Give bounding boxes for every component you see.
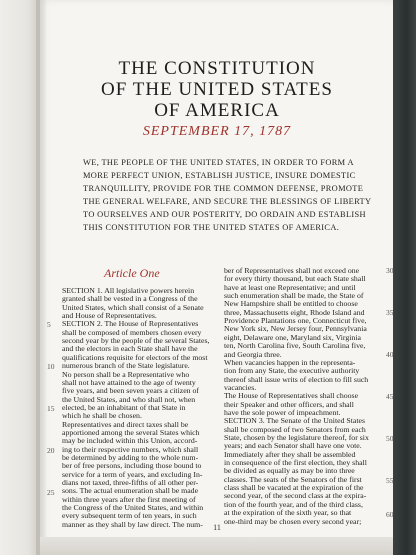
text-line: years; and each Senator shall have one vote. (224, 441, 362, 451)
text-line: which he shall be chosen. (62, 411, 142, 421)
text-line: State, chosen by the legislature thereof, for six (224, 433, 369, 442)
line-number: 40 (386, 350, 394, 359)
text-line: ber of Representatives shall not exceed one (224, 266, 360, 275)
title-line: OF THE UNITED STATES (101, 79, 333, 100)
text-line: manner as they shall by law direct. The num- (62, 519, 203, 529)
line-number: 10 (47, 362, 55, 371)
text-line: at the expiration of the sixth year, so that (224, 508, 352, 518)
text-line: SECTION 2. The House of Representatives (62, 319, 199, 329)
text-line: service for a term of years, and excluding In- (62, 469, 203, 479)
text-line: sons. The actual enumeration shall be made (62, 486, 199, 496)
text-line: United States, which shall consist of a Senate (62, 302, 204, 312)
text-line: tion of the fourth year, and of the third class, (224, 499, 363, 509)
text-line: New York six, New Jersey four, Pennsylvania (224, 324, 367, 334)
book-cover-edge (393, 0, 416, 555)
text-line: Providence Plantations one, Connecticut five, (224, 316, 367, 326)
title-line: THE CONSTITUTION (118, 58, 316, 79)
text-line: may be included within this Union, accord- (62, 436, 198, 446)
text-line: every subsequent term of ten years, in such (62, 511, 197, 521)
line-number: 15 (47, 404, 55, 413)
text-line: their Speaker and other officers, and shall (224, 399, 354, 409)
text-line: be determined by adding to the whole num- (62, 453, 199, 462)
text-line: New Hampshire shall be entitled to choose (224, 299, 358, 309)
text-line: have the sole power of impeachment. (224, 407, 341, 417)
text-line: eight, Delaware one, Maryland six, Virginia (224, 332, 361, 342)
text-line: such enumeration shall be made, the State of (224, 291, 364, 301)
text-line: vacancies. (224, 382, 257, 392)
document-date: SEPTEMBER 17, 1787 (142, 124, 292, 139)
text-line: dians not taxed, three-fifths of all other per- (62, 478, 199, 488)
text-line: When vacancies happen in the representa- (224, 357, 356, 367)
text-line: numerous branch of the State legislature. (62, 361, 190, 371)
article-heading: Article One (104, 266, 160, 280)
text-line: Representatives and direct taxes shall be (62, 419, 189, 429)
preamble-line: THIS CONSTITUTION FOR THE UNITED STATES OF AMERICA. (83, 223, 340, 232)
line-number: 35 (386, 308, 394, 317)
text-line: granted shall be vested in a Congress of the (62, 294, 198, 304)
preamble-line: WE, THE PEOPLE OF THE UNITED STATES, IN ORDER TO FORM A (83, 158, 354, 167)
text-line: elected, be an inhabitant of that State in (62, 402, 186, 412)
preamble-line: TRANQUILLITY, PROVIDE FOR THE COMMON DEFENSE, PROMOTE (83, 184, 364, 193)
line-number: 5 (47, 320, 51, 329)
text-line: SECTION 1. All legislative powers herein (62, 286, 195, 295)
text-line: and House of Representatives. (62, 311, 157, 321)
text-line: shall be composed of two Senators from each (224, 424, 366, 434)
text-line: class shall be vacated at the expiration of the (224, 483, 364, 493)
line-number: 30 (386, 266, 394, 275)
text-line: Immediately after they shall be assembled (224, 449, 356, 459)
text-line: five years, and been seven years a citizen of (62, 386, 200, 396)
line-number: 25 (47, 488, 55, 497)
text-line: thereof shall issue writs of election to fill such (224, 374, 369, 384)
text-line: tion from any State, the executive authority (224, 366, 360, 376)
page-number: 11 (213, 523, 221, 532)
text-line: No person shall be a Representative who (62, 369, 190, 379)
preamble-line: TO OURSELVES AND OUR POSTERITY, DO ORDAIN AND ESTABLISH (83, 210, 366, 219)
text-line: and the electors in each State shall have the (62, 344, 198, 354)
text-line: qualifications requisite for electors of the most (62, 352, 208, 362)
text-line: SECTION 3. The Senate of the United States (224, 416, 366, 426)
text-line: ber of free persons, including those bound to (62, 461, 202, 471)
line-number: 55 (386, 476, 394, 485)
text-line: in consequence of the first election, they shall (224, 458, 367, 468)
text-line: and Georgia three. (224, 349, 282, 359)
preamble-line: THE GENERAL WELFARE, AND SECURE THE BLESSINGS OF LIBERTY (83, 197, 372, 206)
text-line: shall not have attained to the age of twenty (62, 377, 196, 387)
text-line: classes. The seats of the Senators of the first (224, 474, 362, 484)
title-line: OF AMERICA (154, 100, 280, 121)
line-number: 60 (386, 510, 394, 519)
text-line: three, Massachusetts eight, Rhode Island and (224, 307, 365, 317)
preamble-line: MORE PERFECT UNION, ESTABLISH JUSTICE, INSURE DOMESTIC (83, 171, 356, 180)
text-line: shall be composed of members chosen every (62, 327, 202, 337)
text-line: ing to their respective numbers, which shall (62, 444, 199, 454)
line-number: 50 (386, 434, 394, 443)
page-stack-edge (40, 537, 394, 555)
text-line: The House of Representatives shall choose (224, 391, 359, 401)
text-line: second year by the people of the several States, (62, 336, 210, 346)
text-line: have at least one Representative; and until (224, 282, 356, 292)
text-line: one-third may be chosen every second year; (224, 516, 362, 526)
text-line: be divided as equally as may be into three (224, 466, 355, 476)
text-line: second year, of the second class at the expira- (224, 491, 367, 501)
text-line: the United States, and who shall not, when (62, 394, 196, 404)
left-page-edge (0, 0, 40, 555)
text-line: the Congress of the United States, and within (62, 503, 204, 513)
line-number: 20 (47, 446, 55, 455)
text-line: for every thirty thousand, but each State shall (224, 274, 366, 284)
text-line: within three years after the first meeting of (62, 494, 196, 504)
text-line: apportioned among the several States which (62, 427, 200, 437)
line-number: 45 (386, 392, 394, 401)
text-line: ten, North Carolina five, South Carolina five, (224, 341, 366, 351)
